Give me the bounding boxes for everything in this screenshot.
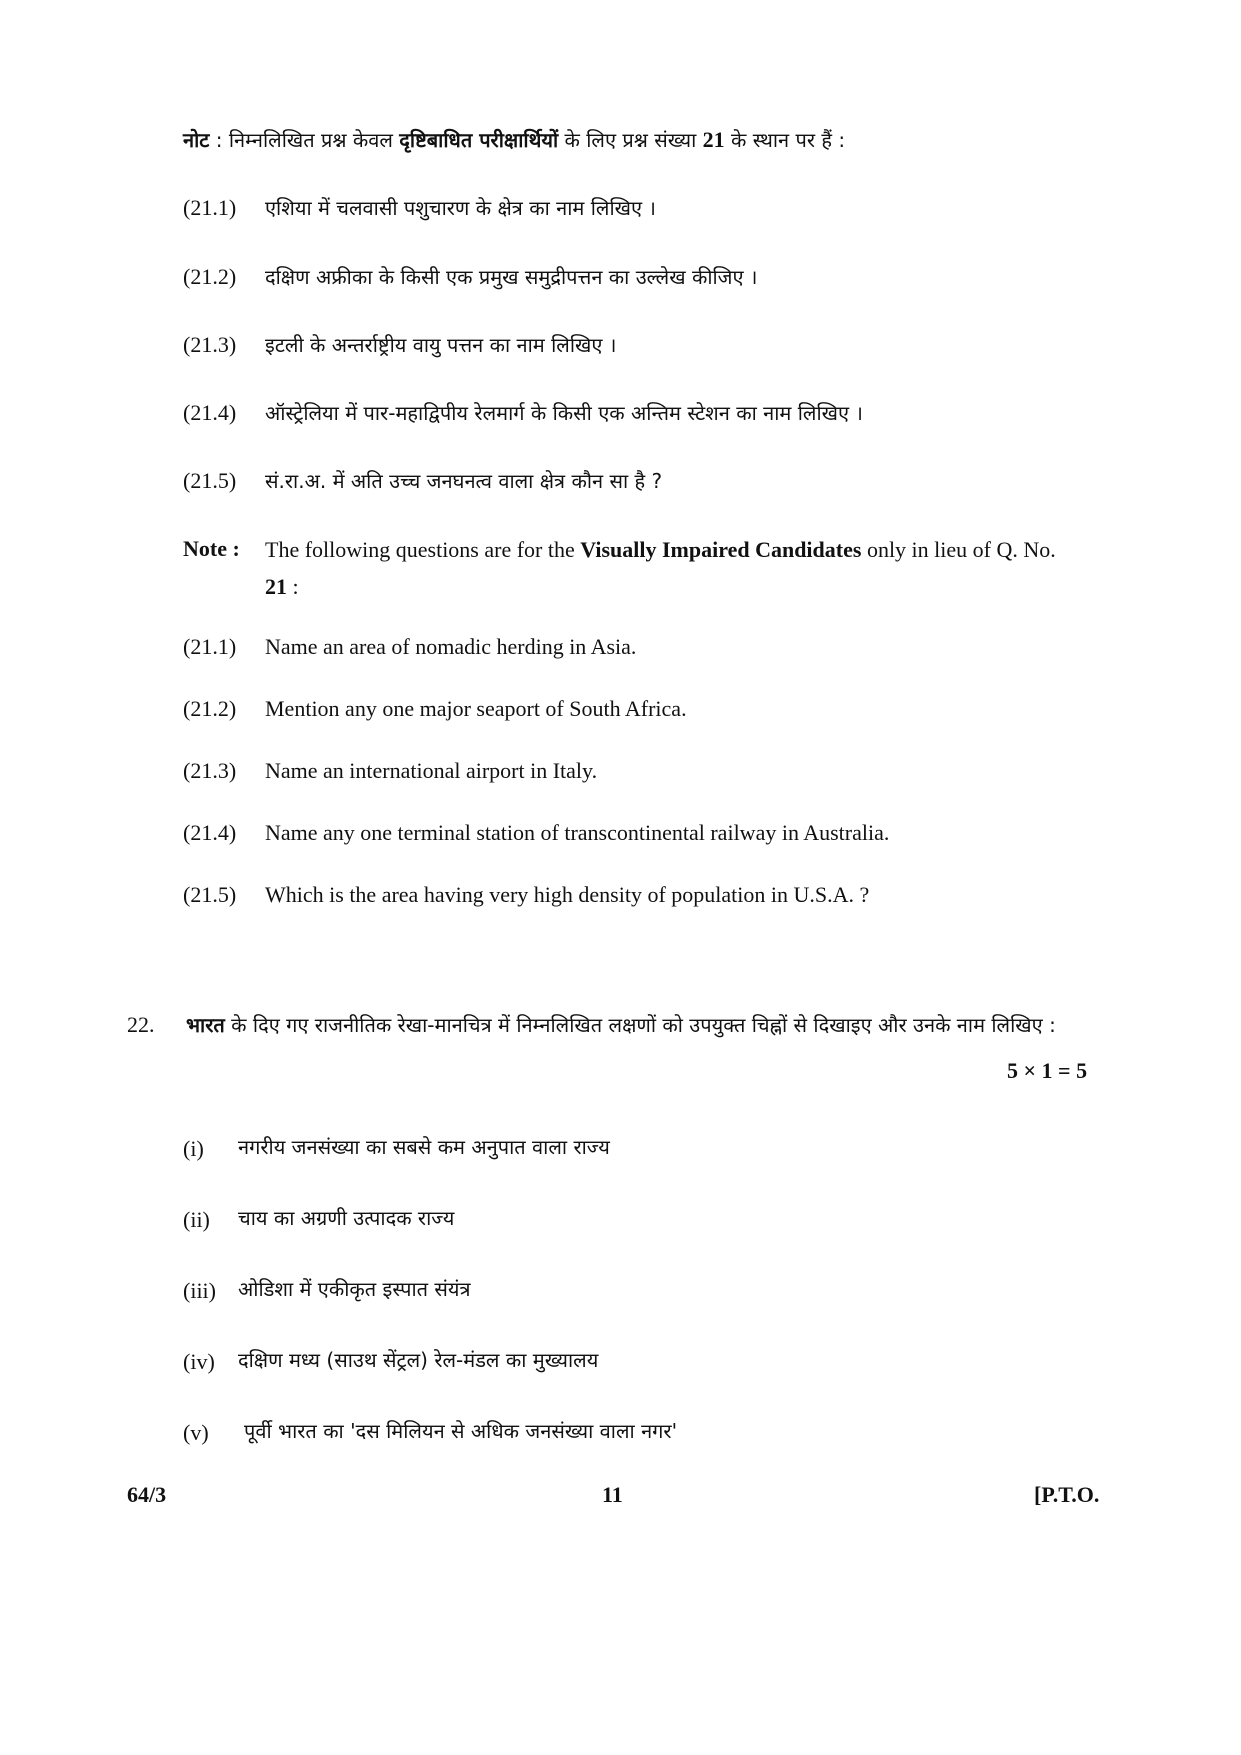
pto-label: [P.T.O. xyxy=(1034,1482,1100,1507)
english-note-text-middle: only in lieu of Q. No. xyxy=(861,537,1056,562)
hindi-question-text: सं.रा.अ. में अति उच्च जनघनत्व वाला क्षेत्र कौन सा है ? xyxy=(265,469,663,493)
english-question-text: Which is the area having very high density of population in U.S.A. ? xyxy=(265,882,870,907)
q22-item-text: नगरीय जनसंख्या का सबसे कम अनुपात वाला राज्य xyxy=(238,1135,610,1159)
hindi-note-text-middle: के लिए प्रश्न संख्या xyxy=(558,128,703,152)
hindi-question-number: (21.4) xyxy=(183,400,237,425)
english-note-bold-num: 21 xyxy=(265,574,287,599)
q22-bold-word: भारत xyxy=(186,1013,225,1037)
hindi-question-number: (21.2) xyxy=(183,264,237,289)
english-note-text-before: The following questions are for the xyxy=(265,537,581,562)
q22-item-text: चाय का अग्रणी उत्पादक राज्य xyxy=(238,1206,455,1230)
page-number: 11 xyxy=(602,1482,623,1507)
q22-marks: 5 × 1 = 5 xyxy=(1007,1058,1088,1083)
english-question-text: Mention any one major seaport of South Africa. xyxy=(265,696,687,721)
english-question-text: Name any one terminal station of transcontinental railway in Australia. xyxy=(265,820,890,845)
hindi-note-label: नोट xyxy=(183,128,210,152)
q22-text xyxy=(186,1003,1106,1047)
hindi-question-text: दक्षिण अफ्रीका के किसी एक प्रमुख समुद्रीपत्तन का उल्लेख कीजिए । xyxy=(265,265,758,289)
hindi-note-text-before: निम्नलिखित प्रश्न केवल xyxy=(228,128,400,152)
q22-item-number: (iii) xyxy=(183,1278,216,1303)
hindi-note xyxy=(183,125,845,155)
q22-item-number: (iv) xyxy=(183,1349,215,1374)
english-note-bold-text: Visually Impaired Candidates xyxy=(580,537,862,562)
english-question-text: Name an area of nomadic herding in Asia. xyxy=(265,634,637,659)
hindi-note-sep: : xyxy=(209,128,229,152)
hindi-note-bold-text: दृष्टिबाधित परीक्षार्थियों xyxy=(399,128,559,152)
paper-code: 64/3 xyxy=(127,1482,167,1507)
hindi-question-text: ऑस्ट्रेलिया में पार-महाद्विपीय रेलमार्ग के किसी एक अन्तिम स्टेशन का नाम लिखिए । xyxy=(265,401,864,425)
english-question-text: Name an international airport in Italy. xyxy=(265,758,598,783)
english-question-number: (21.1) xyxy=(183,634,237,659)
english-question-number: (21.2) xyxy=(183,696,237,721)
q22-item-number: (v) xyxy=(183,1420,209,1445)
english-question-number: (21.3) xyxy=(183,758,237,783)
hindi-question-number: (21.1) xyxy=(183,195,237,220)
q22-number: 22. xyxy=(127,1012,155,1037)
q22-body: के दिए गए राजनीतिक रेखा-मानचित्र में निम्नलिखित लक्षणों को उपयुक्त चिह्नों से दिखाइए और उनके नाम लिखिए : xyxy=(224,1013,1056,1037)
q22-item-text: ओडिशा में एकीकृत इस्पात संयंत्र xyxy=(238,1277,471,1301)
hindi-note-text-after: के स्थान पर हैं : xyxy=(724,128,846,152)
english-note xyxy=(265,531,1065,605)
hindi-question-number: (21.3) xyxy=(183,332,237,357)
q22-item-text: पूर्वी भारत का 'दस मिलियन से अधिक जनसंख्या वाला नगर' xyxy=(244,1419,678,1443)
hindi-question-text: इटली के अन्तर्राष्ट्रीय वायु पत्तन का नाम लिखिए । xyxy=(265,333,617,357)
hindi-question-number: (21.5) xyxy=(183,468,237,493)
english-note-label: Note : xyxy=(183,536,240,561)
english-question-number: (21.4) xyxy=(183,820,237,845)
q22-item-number: (i) xyxy=(183,1136,204,1161)
q22-item-number: (ii) xyxy=(183,1207,210,1232)
english-note-text-after: : xyxy=(287,574,299,599)
hindi-question-text: एशिया में चलवासी पशुचारण के क्षेत्र का नाम लिखिए । xyxy=(265,196,656,220)
q22-item-text: दक्षिण मध्य (साउथ सेंट्रल) रेल-मंडल का मुख्यालय xyxy=(238,1348,599,1372)
english-question-number: (21.5) xyxy=(183,882,237,907)
hindi-note-bold-num: 21 xyxy=(702,127,725,152)
